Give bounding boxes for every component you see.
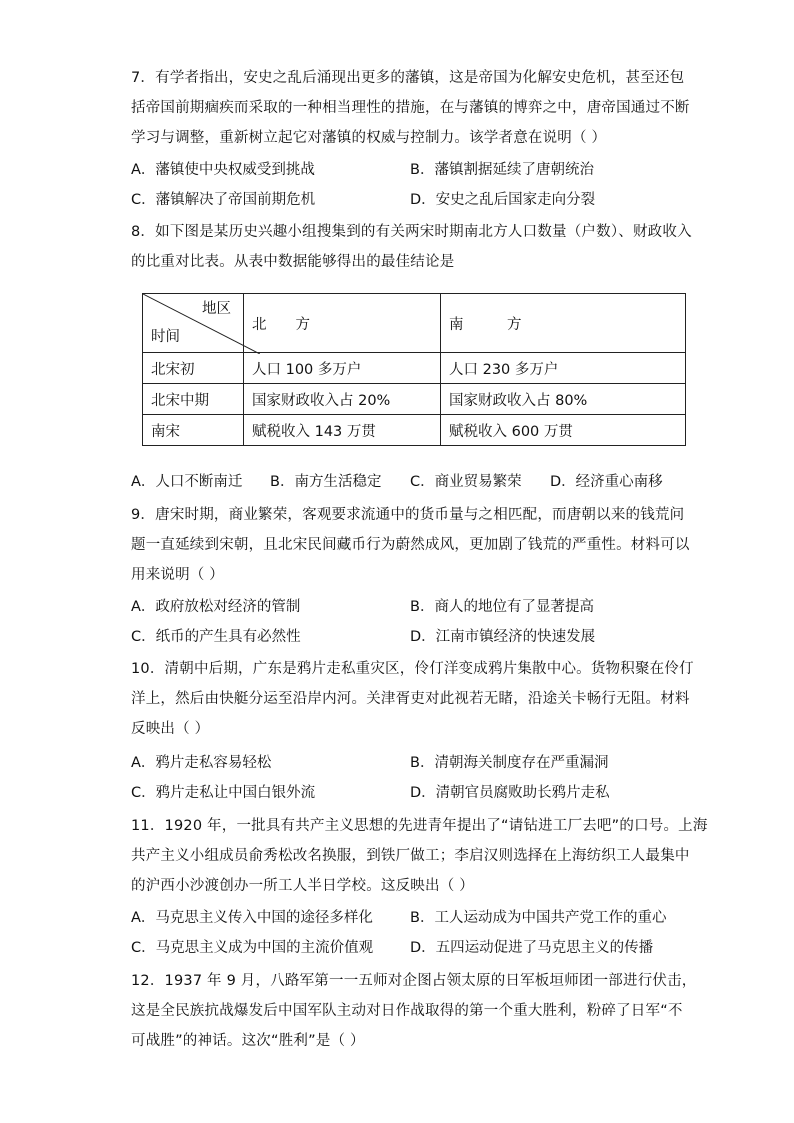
cell-north: 国家财政收入占 20% bbox=[244, 384, 441, 415]
q9-option-b[interactable]: B．商人的地位有了显著提高 bbox=[410, 599, 594, 615]
q12-line-2: 这是全民族抗战爆发后中国军队主动对日作战取得的第一个重大胜利，粉碎了日军“不 bbox=[131, 1003, 683, 1019]
corner-label-time: 时间 bbox=[151, 329, 180, 345]
q7-option-b[interactable]: B．藩镇割据延续了唐朝统治 bbox=[410, 162, 594, 178]
corner-label-region: 地区 bbox=[202, 301, 231, 317]
q11-option-c[interactable]: C．马克思主义成为中国的主流价值观 bbox=[131, 940, 374, 956]
q9-option-a[interactable]: A．政府放松对经济的管制 bbox=[131, 599, 301, 615]
q7-option-a[interactable]: A．藩镇使中央权威受到挑战 bbox=[131, 162, 315, 178]
table-row bbox=[143, 384, 686, 415]
cell-period: 北宋初 bbox=[143, 353, 244, 384]
q12-line-3: 可战胜”的神话。这次“胜利”是（ ） bbox=[131, 1033, 365, 1049]
cell-north: 赋税收入 143 万贯 bbox=[244, 415, 441, 446]
q8-line-1: 8．如下图是某历史兴趣小组搜集到的有关两宋时期南北方人口数量（户数）、财政收入 bbox=[131, 224, 692, 240]
q10-option-a[interactable]: A．鸦片走私容易轻松 bbox=[131, 755, 272, 771]
table-header-row bbox=[143, 294, 686, 353]
q11-option-d[interactable]: D．五四运动促进了马克思主义的传播 bbox=[410, 940, 654, 956]
q8-option-c[interactable]: C．商业贸易繁荣 bbox=[410, 474, 522, 490]
q10-option-c[interactable]: C．鸦片走私让中国白银外流 bbox=[131, 785, 316, 801]
q11-option-a[interactable]: A．马克思主义传入中国的途径多样化 bbox=[131, 910, 373, 926]
table-row bbox=[143, 415, 686, 446]
q11-line-3: 的沪西小沙渡创办一所工人半日学校。这反映出（ ） bbox=[131, 878, 474, 894]
q9-option-d[interactable]: D．江南市镇经济的快速发展 bbox=[410, 629, 596, 645]
cell-south: 国家财政收入占 80% bbox=[441, 384, 686, 415]
table-corner-cell bbox=[143, 294, 244, 353]
q9-line-2: 题一直延续到宋朝，且北宋民间藏币行为蔚然成风，更加剧了钱荒的严重性。材料可以 bbox=[131, 537, 690, 553]
cell-south: 赋税收入 600 万贯 bbox=[441, 415, 686, 446]
header-south: 南 方 bbox=[441, 294, 686, 353]
q7-line-2: 括帝国前期痼疾而采取的一种相当理性的措施，在与藩镇的博弈之中，唐帝国通过不断 bbox=[131, 100, 690, 116]
q7-option-c[interactable]: C．藩镇解决了帝国前期危机 bbox=[131, 192, 316, 208]
q10-option-b[interactable]: B．清朝海关制度存在严重漏洞 bbox=[410, 755, 609, 771]
q12-line-1: 12．1937 年 9 月，八路军第一一五师对企图占领太原的日军板垣师团一部进行伏击， bbox=[131, 973, 697, 989]
q10-line-2: 洋上，然后由快艇分运至沿岸内河。关津胥吏对此视若无睹，沿途关卡畅行无阻。材料 bbox=[131, 691, 690, 707]
q7-line-1: 7．有学者指出，安史之乱后涌现出更多的藩镇，这是帝国为化解安史危机，甚至还包 bbox=[131, 70, 685, 86]
q10-line-1: 10．清朝中后期，广东是鸦片走私重灾区，伶仃洋变成鸦片集散中心。货物积聚在伶仃 bbox=[131, 661, 694, 677]
q10-line-3: 反映出（ ） bbox=[131, 721, 210, 737]
q11-line-2: 共产主义小组成员俞秀松改名换服，到铁厂做工；李启汉则选择在上海纺织工人最集中 bbox=[131, 848, 690, 864]
q9-line-3: 用来说明（ ） bbox=[131, 567, 225, 583]
q10-option-d[interactable]: D．清朝官员腐败助长鸦片走私 bbox=[410, 785, 610, 801]
cell-north: 人口 100 多万户 bbox=[244, 353, 441, 384]
q8-option-a[interactable]: A．人口不断南迁 bbox=[131, 474, 243, 490]
q8-option-d[interactable]: D．经济重心南移 bbox=[550, 474, 663, 490]
cell-period: 南宋 bbox=[143, 415, 244, 446]
q7-line-3: 学习与调整，重新树立起它对藩镇的权威与控制力。该学者意在说明（ ） bbox=[131, 130, 607, 146]
q8-line-2: 的比重对比表。从表中数据能够得出的最佳结论是 bbox=[131, 254, 455, 270]
q8-option-b[interactable]: B．南方生活稳定 bbox=[270, 474, 382, 490]
cell-south: 人口 230 多万户 bbox=[441, 353, 686, 384]
q11-option-b[interactable]: B．工人运动成为中国共产党工作的重心 bbox=[410, 910, 667, 926]
population-finance-table bbox=[142, 293, 686, 446]
q11-line-1: 11．1920 年，一批具有共产主义思想的先进青年提出了“请钻进工厂去吧”的口号。上海 bbox=[131, 818, 708, 834]
q9-option-c[interactable]: C．纸币的产生具有必然性 bbox=[131, 629, 301, 645]
header-north: 北 方 bbox=[244, 294, 441, 353]
q9-line-1: 9．唐宋时期，商业繁荣，客观要求流通中的货币量与之相匹配，而唐朝以来的钱荒问 bbox=[131, 507, 685, 523]
table-row bbox=[143, 353, 686, 384]
q7-option-d[interactable]: D．安史之乱后国家走向分裂 bbox=[410, 192, 596, 208]
cell-period: 北宋中期 bbox=[143, 384, 244, 415]
